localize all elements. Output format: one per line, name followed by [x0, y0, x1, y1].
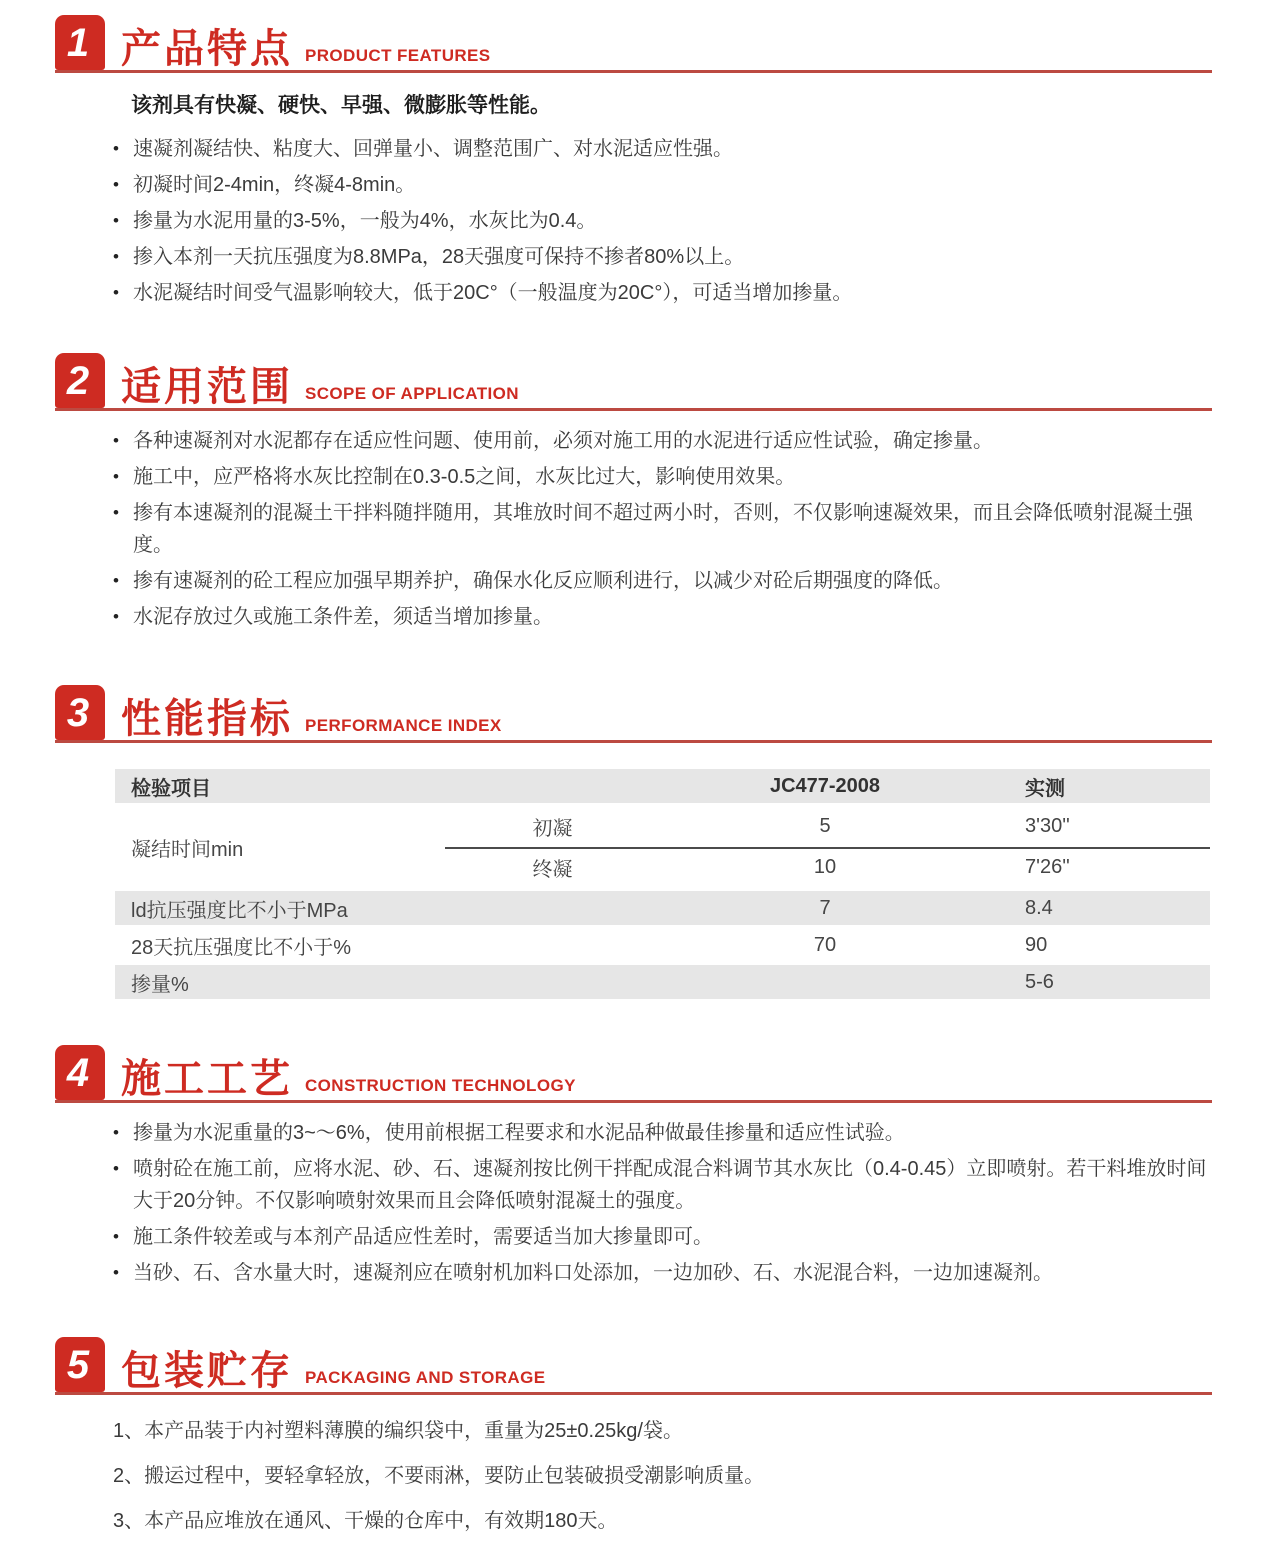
table-row — [115, 965, 1210, 999]
bullet-dot-icon: • — [113, 283, 119, 302]
section-header — [55, 353, 1212, 411]
cell-measured: 3'30'' — [1025, 815, 1070, 837]
bullet-dot-icon: • — [113, 1227, 119, 1246]
bullet-dot-icon: • — [113, 1123, 119, 1142]
cell-measured: 8.4 — [1025, 896, 1053, 919]
list-item: 1、本产品装于内衬塑料薄膜的编织袋中，重量为25±0.25kg/袋。 — [113, 1420, 683, 1442]
section-header — [55, 1337, 1212, 1395]
bullet-text: 施工中，应严格将水灰比控制在0.3-0.5之间，水灰比过大，影响使用效果。 — [133, 466, 796, 488]
section-performance-index — [55, 685, 1212, 999]
section-title-en: CONSTRUCTION TECHNOLOGY — [305, 1076, 576, 1095]
bullet-list — [113, 1117, 1212, 1289]
bullet-text: 速凝剂凝结快、粘度大、回弹量小、调整范围广、对水泥适应性强。 — [133, 138, 733, 160]
bullet-text: 当砂、石、含水量大时，速凝剂应在喷射机加料口处添加，一边加砂、石、水泥混合料，一边加速凝剂。 — [133, 1262, 1053, 1284]
subrow-name: 终凝 — [532, 859, 573, 881]
list-item — [113, 461, 1212, 493]
bullet-text: 初凝时间2-4min，终凝4-8min。 — [133, 174, 416, 196]
section-number: 2 — [66, 358, 90, 403]
bullet-text: 掺有本速凝剂的混凝土干拌料随拌随用，其堆放时间不超过两小时，否则，不仅影响速凝效果，而且会降低喷射混凝土强度。 — [133, 502, 1193, 556]
bullet-text: 掺量为水泥重量的3~～6%，使用前根据工程要求和水泥品种做最佳掺量和适应性试验。 — [133, 1122, 905, 1144]
table-row — [115, 928, 1210, 962]
intro-text: 该剂具有快凝、硬快、早强、微膨胀等性能。 — [131, 94, 551, 117]
bullet-dot-icon: • — [113, 139, 119, 158]
performance-table — [115, 769, 1210, 999]
section-title-en: PRODUCT FEATURES — [305, 46, 491, 65]
list-item — [113, 277, 1212, 309]
list-item — [113, 601, 1212, 633]
bullet-text: 水泥存放过久或施工条件差，须适当增加掺量。 — [133, 606, 553, 628]
section-construction-technology — [55, 1045, 1212, 1289]
row-label: 28天抗压强度比不小于% — [131, 936, 352, 959]
bullet-dot-icon: • — [113, 211, 119, 230]
section-title-en: PACKAGING AND STORAGE — [305, 1368, 546, 1387]
bullet-text: 施工条件较差或与本剂产品适应性差时，需要适当加大掺量即可。 — [133, 1226, 713, 1248]
cell-measured: 5-6 — [1025, 970, 1054, 993]
numbered-list — [113, 1415, 1212, 1537]
list-item — [113, 133, 1212, 165]
cell-standard: 7 — [819, 896, 831, 919]
cell-standard: 5 — [819, 815, 831, 837]
section-title-zh: 施工工艺 — [121, 1057, 293, 1102]
list-item — [113, 241, 1212, 273]
bullet-dot-icon: • — [113, 175, 119, 194]
section-title-en: SCOPE OF APPLICATION — [305, 384, 519, 403]
list-item — [113, 1221, 1212, 1253]
bullet-dot-icon: • — [113, 503, 119, 522]
list-item — [113, 1153, 1212, 1217]
bullet-dot-icon: • — [113, 1263, 119, 1282]
list-item — [113, 205, 1212, 237]
list-item — [113, 497, 1212, 561]
section-number-badge — [55, 15, 105, 70]
subrow-name: 初凝 — [532, 818, 573, 840]
cell-standard: 70 — [813, 933, 837, 956]
bullet-text: 水泥凝结时间受气温影响较大，低于20C°（一般温度为20C°），可适当增加掺量。 — [133, 282, 853, 304]
section-title-zh: 包装贮存 — [121, 1349, 293, 1394]
row-label: 凝结时间min — [131, 838, 244, 861]
section-title-zh: 性能指标 — [121, 697, 293, 742]
list-item — [113, 1257, 1212, 1289]
bullet-list — [113, 133, 1212, 309]
table-row-setting-time — [115, 806, 1210, 888]
section-number-badge — [55, 685, 105, 740]
section-number: 3 — [66, 690, 90, 735]
section-number: 1 — [66, 20, 90, 65]
section-packaging-and-storage — [55, 1337, 1212, 1537]
section-number: 4 — [66, 1050, 90, 1095]
section-number-badge — [55, 353, 105, 408]
list-item — [113, 1117, 1212, 1149]
cell-standard: 10 — [813, 856, 837, 878]
list-item: 2、搬运过程中，要轻拿轻放，不要雨淋，要防止包装破损受潮影响质量。 — [113, 1465, 765, 1487]
bullet-dot-icon: • — [113, 431, 119, 450]
bullet-list — [113, 425, 1212, 633]
list-item — [113, 565, 1212, 597]
row-label: ld抗压强度比不小于MPa — [131, 899, 348, 922]
bullet-dot-icon: • — [113, 607, 119, 626]
subrow-divider — [445, 847, 1210, 849]
column-header-measured: 实测 — [1025, 777, 1065, 800]
bullet-text: 喷射砼在施工前，应将水泥、砂、石、速凝剂按比例干拌配成混合料调节其水灰比（0.4-0.45）立即喷射。若干料堆放时间大于20分钟。不仅影响喷射效果而且会降低喷射混凝土的强度。 — [133, 1158, 1207, 1212]
cell-measured: 90 — [1025, 933, 1048, 956]
list-item — [113, 169, 1212, 201]
section-title-zh: 产品特点 — [121, 27, 293, 72]
section-number: 5 — [66, 1342, 90, 1387]
column-header-item: 检验项目 — [131, 777, 211, 800]
cell-measured: 7'26'' — [1025, 856, 1070, 878]
bullet-text: 各种速凝剂对水泥都存在适应性问题、使用前，必须对施工用的水泥进行适应性试验，确定掺量。 — [133, 430, 993, 452]
list-item: 3、本产品应堆放在通风、干燥的仓库中，有效期180天。 — [113, 1510, 618, 1532]
list-item — [113, 425, 1212, 457]
bullet-text: 掺有速凝剂的砼工程应加强早期养护，确保水化反应顺利进行，以减少对砼后期强度的降低。 — [133, 570, 953, 592]
section-number-badge — [55, 1337, 105, 1392]
column-header-standard: JC477-2008 — [769, 774, 881, 797]
bullet-dot-icon: • — [113, 571, 119, 590]
bullet-text: 掺量为水泥用量的3-5%，一般为4%，水灰比为0.4。 — [133, 210, 597, 232]
table-header-row — [115, 769, 1210, 803]
section-number-badge — [55, 1045, 105, 1100]
section-product-features — [55, 15, 1212, 309]
section-header — [55, 1045, 1212, 1103]
section-title-en: PERFORMANCE INDEX — [305, 716, 502, 735]
section-title-zh: 适用范围 — [121, 365, 293, 410]
row-label: 掺量% — [131, 973, 189, 996]
bullet-text: 掺入本剂一天抗压强度为8.8MPa，28天强度可保持不掺者80%以上。 — [133, 246, 745, 268]
section-header — [55, 15, 1212, 73]
bullet-dot-icon: • — [113, 1159, 119, 1178]
bullet-dot-icon: • — [113, 247, 119, 266]
table-row — [115, 891, 1210, 925]
section-scope-of-application — [55, 353, 1212, 633]
section-header — [55, 685, 1212, 743]
bullet-dot-icon: • — [113, 467, 119, 486]
